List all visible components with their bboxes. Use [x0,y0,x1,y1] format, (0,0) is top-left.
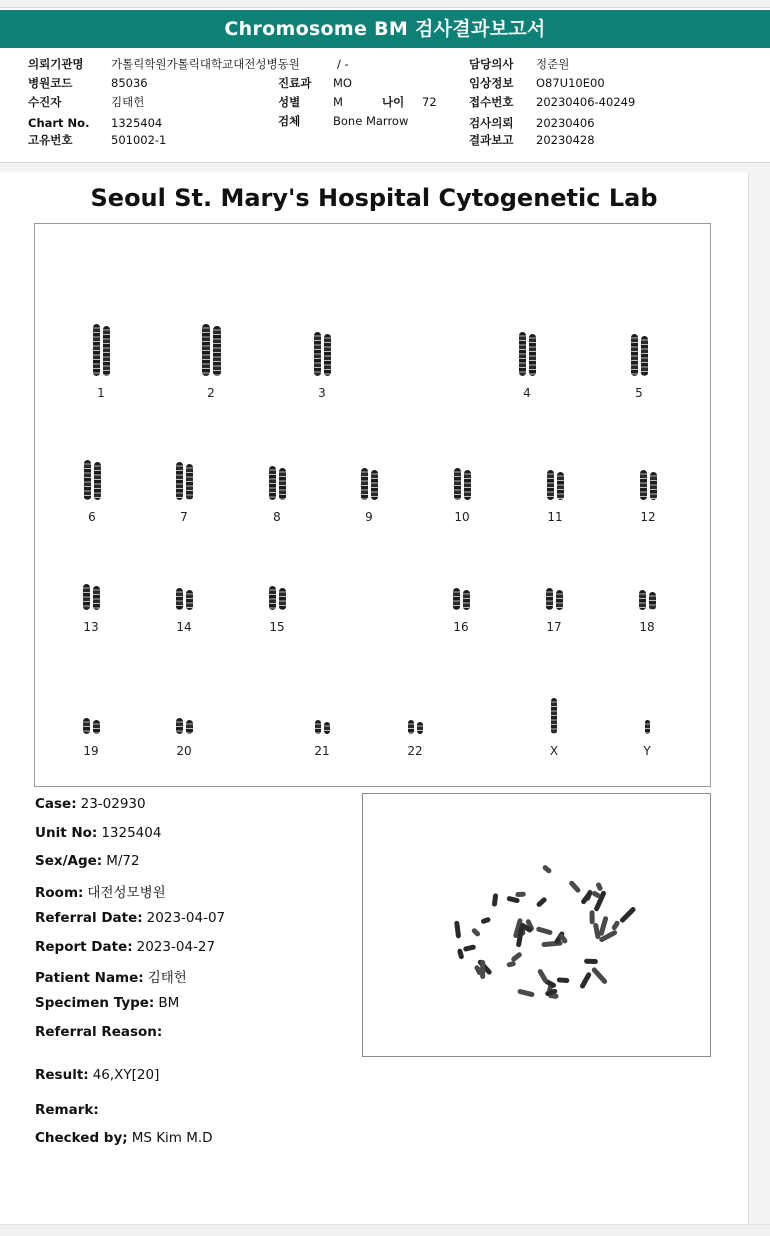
karyogram [34,223,711,787]
chromosome-14-homolog [176,588,183,610]
chromosome-13-homolog [93,586,100,610]
receipt-value: 20230406-40249 [536,95,636,109]
chromosome-label-15: 15 [269,620,285,634]
chromosome-label-2: 2 [207,386,215,400]
metaphase-chromosome [598,916,608,937]
page-bottom-margin [0,1224,770,1236]
specimen-type-value: BM [158,995,180,1011]
chromosome-11-homolog [547,470,554,500]
chromosome-label-3: 3 [318,386,326,400]
chromosome-6-pair [84,460,101,500]
referral-reason-row [35,1024,162,1040]
metaphase-spread-graphic [363,794,710,1056]
chromosome-19-homolog [83,718,90,734]
chromosome-label-7: 7 [180,510,188,524]
chromosome-label-12: 12 [640,510,656,524]
doctor-value: 정준원 [536,57,570,71]
chromosome-7-pair [176,462,193,500]
metaphase-chromosome [537,968,549,984]
institution-value: 가톨릭학원가톨릭대학교대전성병동원 [111,57,300,71]
specimen-type-row [35,995,179,1011]
chromosome-3-homolog [314,332,321,376]
chromosome-8-pair [269,466,286,500]
metaphase-image [362,793,711,1057]
chromosome-16-homolog [453,588,460,610]
metaphase-chromosome [589,910,594,924]
chromosome-10-homolog [464,470,471,500]
chromosome-11-homolog [557,472,564,500]
chromosome-4-homolog [529,334,536,376]
chromosome-3-homolog [324,334,331,376]
metaphase-chromosome [580,890,593,905]
chromosome-2-homolog [213,326,221,376]
chromosome-9-homolog [361,468,368,500]
chromosome-12-pair [640,470,657,500]
report-date-row [35,939,215,955]
metaphase-chromosome [510,951,523,962]
specimen-label: 검체 [278,114,301,128]
patient-value: 김태헌 [111,95,145,109]
sexage-value: M/72 [106,853,140,869]
checked-label: Checked by; [35,1130,128,1146]
chromosome-22-homolog [417,722,423,734]
chromosome-label-10: 10 [454,510,470,524]
unit-row [35,825,161,841]
chromosome-21-homolog [315,720,321,734]
metaphase-chromosome [591,966,608,985]
chromosome-2-pair [202,324,221,376]
chromosome-label-22: 22 [407,744,423,758]
chromosome-21-homolog [324,722,330,734]
chromosome-label-9: 9 [365,510,373,524]
result-row [35,1067,159,1083]
chromosome-15-homolog [279,588,286,610]
metaphase-chromosome [506,961,516,968]
chromosome-label-21: 21 [314,744,330,758]
patient-name-value: 김태헌 [147,970,187,986]
result-value: 46,XY[20] [92,1067,160,1083]
chromosome-label-18: 18 [639,620,655,634]
chromosome-19-homolog [93,720,100,734]
chromosome-20-homolog [176,718,183,734]
unique-label: 고유번호 [28,133,73,147]
case-value: 23-02930 [80,796,146,812]
metaphase-chromosome [515,892,526,898]
lab-title: Seoul St. Mary's Hospital Cytogenetic Lab [90,184,658,212]
hospital-code-label: 병원코드 [28,76,73,90]
metaphase-chromosome [480,917,491,925]
request-value: 20230406 [536,116,595,130]
result-label: Result: [35,1067,89,1083]
room-row [35,881,166,901]
chromosome-15-pair [269,586,286,610]
request-label: 검사의뢰 [469,116,514,130]
chromosome-12-homolog [640,470,647,500]
metaphase-chromosome [454,921,461,939]
metaphase-chromosome [492,893,499,907]
checked-value: MS Kim M.D [131,1130,213,1146]
result-report-value: 20230428 [536,133,595,147]
chromosome-label-8: 8 [273,510,281,524]
chromosome-label-x: X [549,744,559,758]
chromosome-1-homolog [93,324,100,376]
chromosome-8-homolog [269,466,276,500]
room-value: 대전성모병원 [87,885,166,901]
patient-label: 수진자 [28,95,62,109]
age-value: 72 [422,95,437,109]
chromosome-7-homolog [176,462,183,500]
chromosome-15-homolog [269,586,276,610]
unit-value: 1325404 [101,825,162,841]
metaphase-chromosome [619,906,637,924]
chromosome-3-pair [314,332,331,376]
chromosome-12-homolog [650,472,657,500]
case-row [35,796,146,812]
chromosome-label-14: 14 [176,620,192,634]
metaphase-chromosome [579,971,592,989]
hospital-code-value: 85036 [111,76,148,90]
chromosome-x-homolog [551,698,557,734]
metaphase-chromosome [595,882,603,892]
chromosome-y-homolog [645,720,650,734]
chromosome-16-pair [453,588,470,610]
chromosome-label-y: Y [643,744,651,758]
chromosome-17-pair [546,588,563,610]
chromosome-5-pair [631,334,648,376]
chromosome-y-pair [645,720,650,734]
sex-value: M [333,95,343,109]
specimen-type-label: Specimen Type: [35,995,155,1011]
sexage-label: Sex/Age: [35,853,103,869]
specimen-value: Bone Marrow [333,114,409,128]
referral-date-label: Referral Date: [35,910,143,926]
chromosome-21-pair [315,720,330,734]
case-label: Case: [35,796,77,812]
chromosome-x-pair [551,698,557,734]
chromosome-7-homolog [186,464,193,500]
metaphase-chromosome [584,959,598,964]
chromosome-1-homolog [103,326,110,376]
patient-name-row [35,966,187,986]
chromosome-label-19: 19 [83,744,99,758]
department-value: MO [333,76,352,90]
report-date-value: 2023-04-27 [136,939,216,955]
report-date-label: Report Date: [35,939,133,955]
chromosome-9-pair [361,468,378,500]
metaphase-chromosome [542,864,553,874]
chromosome-14-homolog [186,590,193,610]
doctor-label: 담당의사 [469,57,514,71]
institution-label: 의뢰기관명 [28,57,84,71]
chromosome-5-homolog [641,336,648,376]
chromosome-label-17: 17 [546,620,562,634]
chromosome-label-1: 1 [97,386,105,400]
chromosome-19-pair [83,718,100,734]
chromosome-label-16: 16 [453,620,469,634]
chromosome-label-13: 13 [83,620,99,634]
chromosome-13-pair [83,584,100,610]
metaphase-chromosome [517,988,535,997]
chromosome-label-6: 6 [88,510,96,524]
chromosome-6-homolog [94,462,101,500]
chromosome-17-homolog [556,590,563,610]
remark-label: Remark: [35,1102,99,1118]
chromosome-label-20: 20 [176,744,192,758]
chromosome-13-homolog [83,584,90,610]
metaphase-chromosome [611,920,621,931]
chromosome-label-11: 11 [547,510,563,524]
metaphase-chromosome [457,948,465,960]
chromosome-11-pair [547,470,564,500]
checked-row [35,1130,213,1146]
chromosome-22-homolog [408,720,414,734]
chromosome-6-homolog [84,460,91,500]
clinical-value: O87U10E00 [536,76,605,90]
chromosome-20-pair [176,718,193,734]
metaphase-chromosome [480,960,485,979]
department-label: 진료과 [278,76,312,90]
referral-date-value: 2023-04-07 [146,910,226,926]
metaphase-chromosome [463,944,476,952]
receipt-label: 접수번호 [469,95,514,109]
chromosome-2-homolog [202,324,210,376]
chromosome-16-homolog [463,590,470,610]
metaphase-chromosome [557,977,570,983]
chromosome-18-pair [639,590,656,610]
age-label: 나이 [382,95,405,109]
chromosome-17-homolog [546,588,553,610]
report-title: Chromosome BM 검사결과보고서 [0,10,770,48]
chromosome-5-homolog [631,334,638,376]
chromosome-4-homolog [519,332,526,376]
institution-slash: / - [337,57,349,71]
metaphase-chromosome [536,896,548,908]
chromosome-18-homolog [639,590,646,610]
chromosome-18-homolog [649,592,656,610]
chart-label: Chart No. [28,116,90,130]
chromosome-20-homolog [186,720,193,734]
sex-label: 성별 [278,95,301,109]
metaphase-chromosome [536,926,553,935]
metaphase-chromosome [471,927,481,937]
chromosome-22-pair [408,720,423,734]
sexage-row [35,853,140,869]
page-right-margin [748,172,770,1236]
patient-name-label: Patient Name: [35,970,144,986]
top-strip [0,0,770,8]
section-divider [0,162,770,172]
chromosome-label-4: 4 [523,386,531,400]
remark-row [35,1102,99,1118]
unique-value: 501002-1 [111,133,167,147]
referral-reason-label: Referral Reason: [35,1024,163,1040]
referral-date-row [35,910,225,926]
clinical-label: 임상정보 [469,76,514,90]
chromosome-10-homolog [454,468,461,500]
chart-value: 1325404 [111,116,163,130]
chromosome-9-homolog [371,470,378,500]
metaphase-chromosome [568,880,581,894]
unit-label: Unit No: [35,825,98,841]
room-label: Room: [35,885,84,901]
chromosome-label-5: 5 [635,386,643,400]
chromosome-4-pair [519,332,536,376]
chromosome-8-homolog [279,468,286,500]
result-report-label: 결과보고 [469,133,514,147]
chromosome-14-pair [176,588,193,610]
chromosome-1-pair [93,324,110,376]
chromosome-10-pair [454,468,471,500]
